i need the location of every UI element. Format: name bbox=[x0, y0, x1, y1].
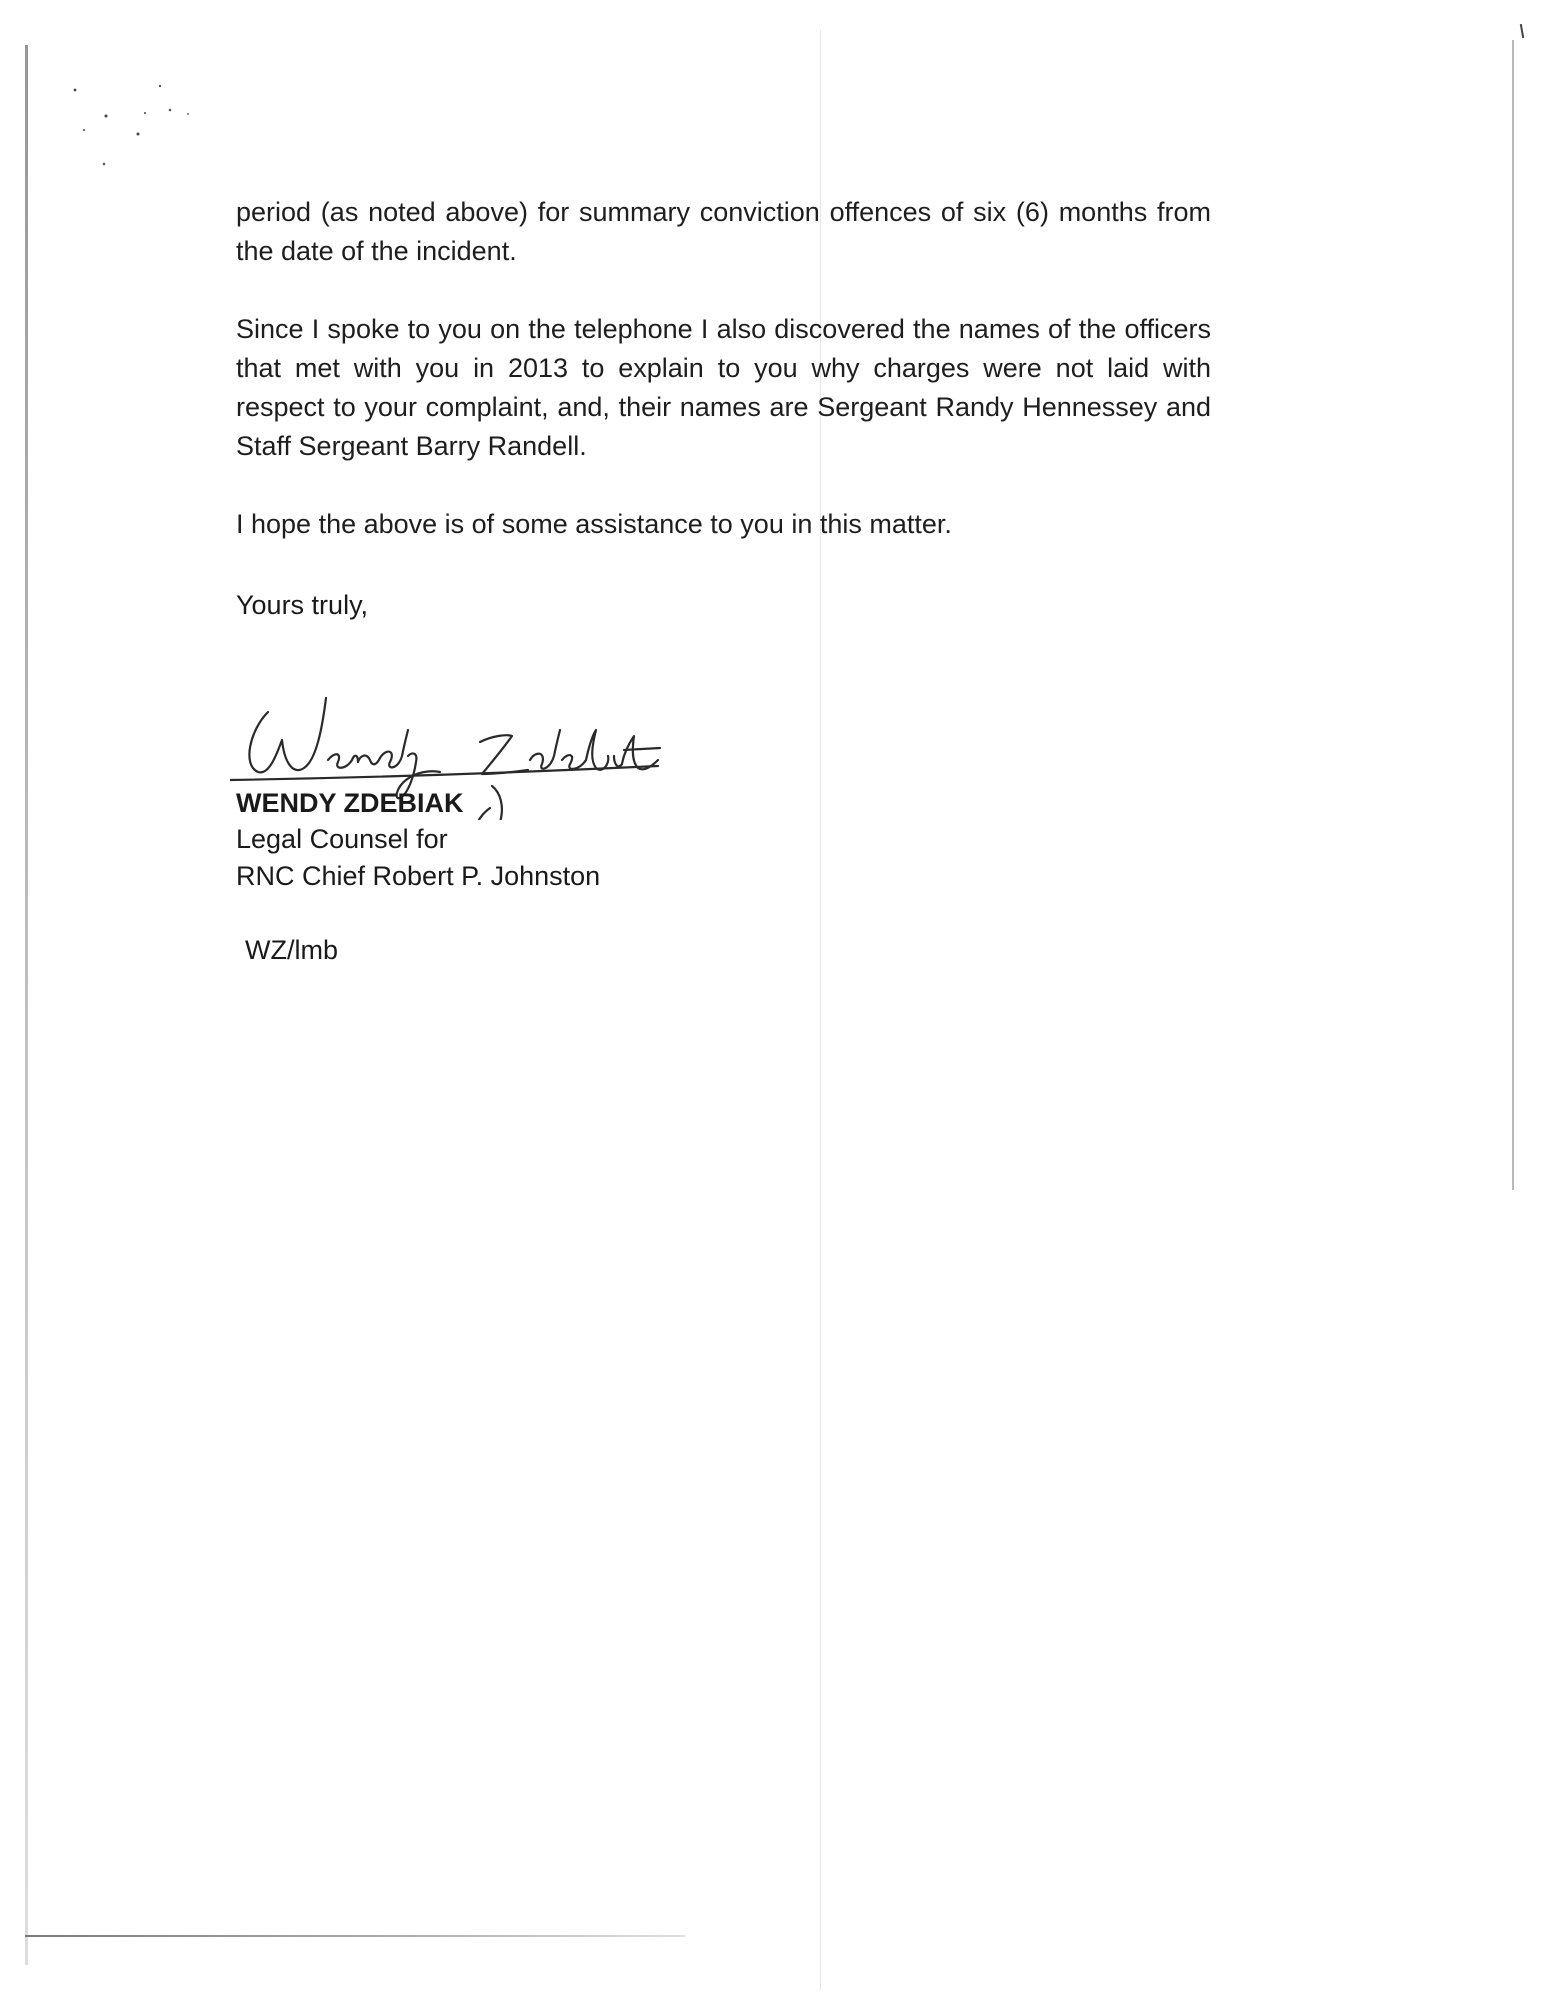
signatory-organization: RNC Chief Robert P. Johnston bbox=[236, 861, 601, 891]
scan-mark bbox=[1520, 24, 1524, 38]
signature-block bbox=[236, 690, 716, 890]
letter-body bbox=[236, 193, 1211, 625]
body-paragraph: I hope the above is of some assistance to you in this matter. bbox=[236, 509, 952, 539]
scan-left-edge bbox=[25, 45, 28, 1965]
scan-bottom-edge bbox=[25, 1935, 685, 1937]
signatory-title: Legal Counsel for bbox=[236, 824, 448, 854]
scan-specks bbox=[70, 80, 210, 180]
signatory-name: WENDY ZDEBIAK bbox=[236, 788, 464, 818]
reference-initials: WZ/lmb bbox=[245, 935, 338, 965]
body-paragraph: period (as noted above) for summary conviction offences of six (6) months from the date of the incident. bbox=[236, 197, 1211, 266]
closing-salutation: Yours truly, bbox=[236, 590, 369, 620]
body-paragraph: Since I spoke to you on the telephone I also discovered the names of the officers that met with you in 2013 to explain to you why charges were not laid with respect to your complaint, and, their names are Sergeant Randy Hennessey and Staff Sergeant Barry Randell. bbox=[236, 314, 1211, 461]
scan-right-edge bbox=[1512, 40, 1514, 1190]
